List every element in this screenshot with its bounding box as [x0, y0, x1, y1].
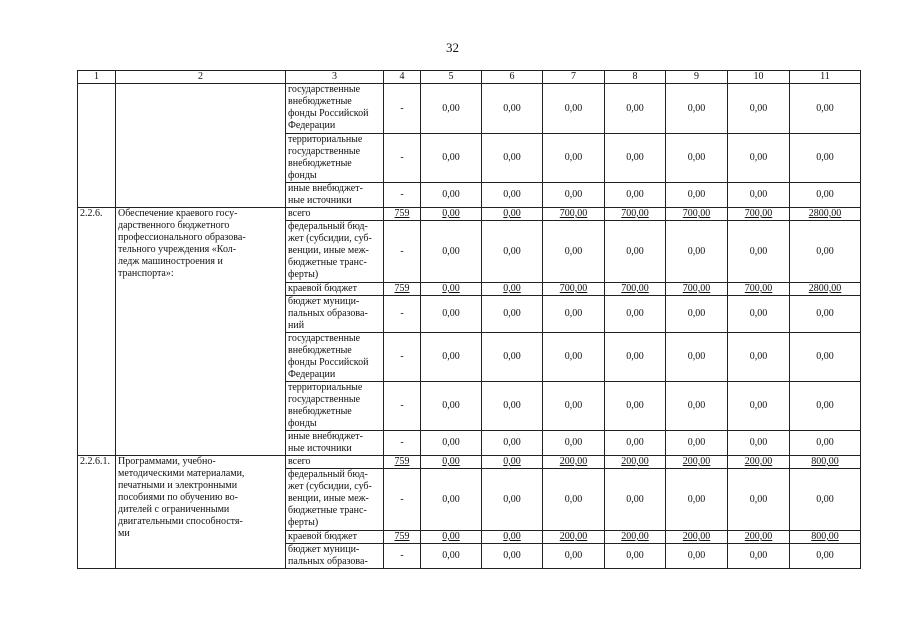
value-cell: 0,00 [421, 296, 482, 333]
value-cell: 200,00 [543, 531, 605, 544]
value-cell: 200,00 [666, 456, 728, 469]
value-cell: 0,00 [543, 544, 605, 569]
value-cell: 700,00 [728, 208, 790, 221]
value-cell: 0,00 [605, 544, 666, 569]
value-cell: 0,00 [543, 431, 605, 456]
value-cell: 0,00 [482, 84, 543, 134]
row-name-cell [116, 84, 286, 208]
header-cell: 11 [790, 71, 861, 84]
value-cell: 0,00 [482, 531, 543, 544]
value-cell: 700,00 [605, 283, 666, 296]
budget-table [77, 70, 861, 569]
value-cell: 0,00 [543, 296, 605, 333]
value-cell: 200,00 [666, 531, 728, 544]
value-cell: 0,00 [666, 183, 728, 208]
value-cell: 0,00 [666, 431, 728, 456]
value-cell: 0,00 [543, 469, 605, 531]
funding-source-cell: иные внебюджет- ные источники [286, 183, 384, 208]
value-cell: 0,00 [790, 221, 861, 283]
value-cell: 0,00 [421, 183, 482, 208]
value-cell: 0,00 [482, 208, 543, 221]
table-header-row [78, 71, 861, 84]
value-cell: 0,00 [421, 208, 482, 221]
header-cell: 5 [421, 71, 482, 84]
value-cell: 0,00 [482, 431, 543, 456]
value-cell: 0,00 [482, 544, 543, 569]
value-cell: 0,00 [728, 382, 790, 431]
funding-source-cell: государственные внебюджетные фонды Российской Федерации [286, 84, 384, 134]
value-cell: 0,00 [666, 469, 728, 531]
funding-source-cell: федеральный бюд- жет (субсидии, суб- венции, иные меж- бюджетные транс- ферты) [286, 469, 384, 531]
value-cell: 0,00 [421, 333, 482, 382]
value-cell: 200,00 [728, 531, 790, 544]
value-cell: 700,00 [543, 283, 605, 296]
value-cell: 2800,00 [790, 208, 861, 221]
value-cell: 700,00 [666, 208, 728, 221]
row-code-cell [78, 84, 116, 208]
value-cell: - [384, 469, 421, 531]
value-cell: - [384, 183, 421, 208]
row-name-cell: Обеспечение краевого госу- дарственного бюджетного профессионального образова- тельного учреждения «Кол- ледж машиностроения и транспорта»: [116, 208, 286, 456]
value-cell: 0,00 [728, 333, 790, 382]
value-cell: 0,00 [421, 431, 482, 456]
value-cell: 0,00 [666, 333, 728, 382]
value-cell: 759 [384, 531, 421, 544]
value-cell: 0,00 [666, 84, 728, 134]
value-cell: 0,00 [728, 296, 790, 333]
row-name-cell: Программами, учебно- методическими материалами, печатными и электронными пособиями по обучению во- дителей с ограниченными двигательными способностя- ми [116, 456, 286, 569]
value-cell: 0,00 [728, 183, 790, 208]
value-cell: 0,00 [666, 221, 728, 283]
value-cell: 200,00 [605, 531, 666, 544]
value-cell: 0,00 [482, 296, 543, 333]
value-cell: 0,00 [728, 544, 790, 569]
value-cell: 0,00 [790, 333, 861, 382]
funding-source-cell: государственные внебюджетные фонды Российской Федерации [286, 333, 384, 382]
value-cell: 0,00 [482, 333, 543, 382]
funding-source-cell: бюджет муници- пальных образова- [286, 544, 384, 569]
value-cell: 0,00 [421, 84, 482, 134]
value-cell: 0,00 [728, 84, 790, 134]
value-cell: 0,00 [543, 183, 605, 208]
funding-source-cell: территориальные государственные внебюджетные фонды [286, 382, 384, 431]
page-number: 32 [446, 40, 459, 55]
value-cell: 0,00 [605, 431, 666, 456]
value-cell: 200,00 [605, 456, 666, 469]
funding-source-cell: иные внебюджет- ные источники [286, 431, 384, 456]
value-cell: 0,00 [666, 296, 728, 333]
value-cell: 200,00 [543, 456, 605, 469]
value-cell: 200,00 [728, 456, 790, 469]
value-cell: 759 [384, 208, 421, 221]
header-cell: 7 [543, 71, 605, 84]
value-cell: - [384, 333, 421, 382]
table-row [78, 456, 861, 469]
table-body [78, 71, 861, 569]
value-cell: 0,00 [790, 469, 861, 531]
funding-source-cell: всего [286, 456, 384, 469]
value-cell: 0,00 [421, 544, 482, 569]
row-code-cell: 2.2.6.1. [78, 456, 116, 569]
funding-source-cell: бюджет муници- пальных образова- ний [286, 296, 384, 333]
value-cell: - [384, 296, 421, 333]
value-cell: 0,00 [482, 283, 543, 296]
value-cell: 0,00 [605, 84, 666, 134]
value-cell: 0,00 [482, 469, 543, 531]
value-cell: 0,00 [482, 221, 543, 283]
table-row [78, 84, 861, 134]
value-cell: 0,00 [605, 183, 666, 208]
header-cell: 1 [78, 71, 116, 84]
value-cell: 0,00 [421, 134, 482, 183]
value-cell: 0,00 [543, 333, 605, 382]
table-row [78, 208, 861, 221]
value-cell: 700,00 [605, 208, 666, 221]
value-cell: - [384, 382, 421, 431]
value-cell: 0,00 [605, 333, 666, 382]
value-cell: 0,00 [728, 431, 790, 456]
value-cell: 0,00 [482, 134, 543, 183]
value-cell: 0,00 [790, 84, 861, 134]
value-cell: 700,00 [543, 208, 605, 221]
header-cell: 3 [286, 71, 384, 84]
header-cell: 9 [666, 71, 728, 84]
value-cell: 0,00 [790, 544, 861, 569]
funding-source-cell: территориальные государственные внебюджетные фонды [286, 134, 384, 183]
value-cell: 700,00 [666, 283, 728, 296]
value-cell: 0,00 [790, 382, 861, 431]
header-cell: 8 [605, 71, 666, 84]
header-cell: 10 [728, 71, 790, 84]
funding-source-cell: краевой бюджет [286, 531, 384, 544]
value-cell: 0,00 [605, 134, 666, 183]
value-cell: 0,00 [421, 469, 482, 531]
funding-source-cell: всего [286, 208, 384, 221]
value-cell: - [384, 431, 421, 456]
value-cell: 0,00 [666, 134, 728, 183]
value-cell: 0,00 [666, 382, 728, 431]
value-cell: 2800,00 [790, 283, 861, 296]
row-code-cell: 2.2.6. [78, 208, 116, 456]
value-cell: 0,00 [790, 183, 861, 208]
value-cell: 0,00 [482, 183, 543, 208]
value-cell: 0,00 [421, 456, 482, 469]
value-cell: 0,00 [790, 134, 861, 183]
value-cell: - [384, 221, 421, 283]
funding-source-cell: краевой бюджет [286, 283, 384, 296]
value-cell: 0,00 [543, 221, 605, 283]
value-cell: 800,00 [790, 456, 861, 469]
header-cell: 4 [384, 71, 421, 84]
value-cell: 759 [384, 283, 421, 296]
value-cell: 0,00 [605, 382, 666, 431]
value-cell: 0,00 [421, 382, 482, 431]
value-cell: 759 [384, 456, 421, 469]
value-cell: - [384, 84, 421, 134]
value-cell: 0,00 [482, 382, 543, 431]
value-cell: - [384, 134, 421, 183]
value-cell: 0,00 [421, 221, 482, 283]
value-cell: 0,00 [421, 531, 482, 544]
header-cell: 2 [116, 71, 286, 84]
value-cell: 0,00 [728, 221, 790, 283]
value-cell: 0,00 [728, 469, 790, 531]
header-cell: 6 [482, 71, 543, 84]
value-cell: - [384, 544, 421, 569]
value-cell: 0,00 [482, 456, 543, 469]
value-cell: 0,00 [790, 296, 861, 333]
value-cell: 0,00 [543, 84, 605, 134]
funding-source-cell: федеральный бюд- жет (субсидии, суб- венции, иные меж- бюджетные транс- ферты) [286, 221, 384, 283]
value-cell: 0,00 [605, 221, 666, 283]
value-cell: 0,00 [666, 544, 728, 569]
value-cell: 0,00 [605, 296, 666, 333]
value-cell: 0,00 [543, 134, 605, 183]
value-cell: 0,00 [543, 382, 605, 431]
value-cell: 0,00 [728, 134, 790, 183]
value-cell: 0,00 [605, 469, 666, 531]
value-cell: 800,00 [790, 531, 861, 544]
value-cell: 700,00 [728, 283, 790, 296]
value-cell: 0,00 [790, 431, 861, 456]
value-cell: 0,00 [421, 283, 482, 296]
